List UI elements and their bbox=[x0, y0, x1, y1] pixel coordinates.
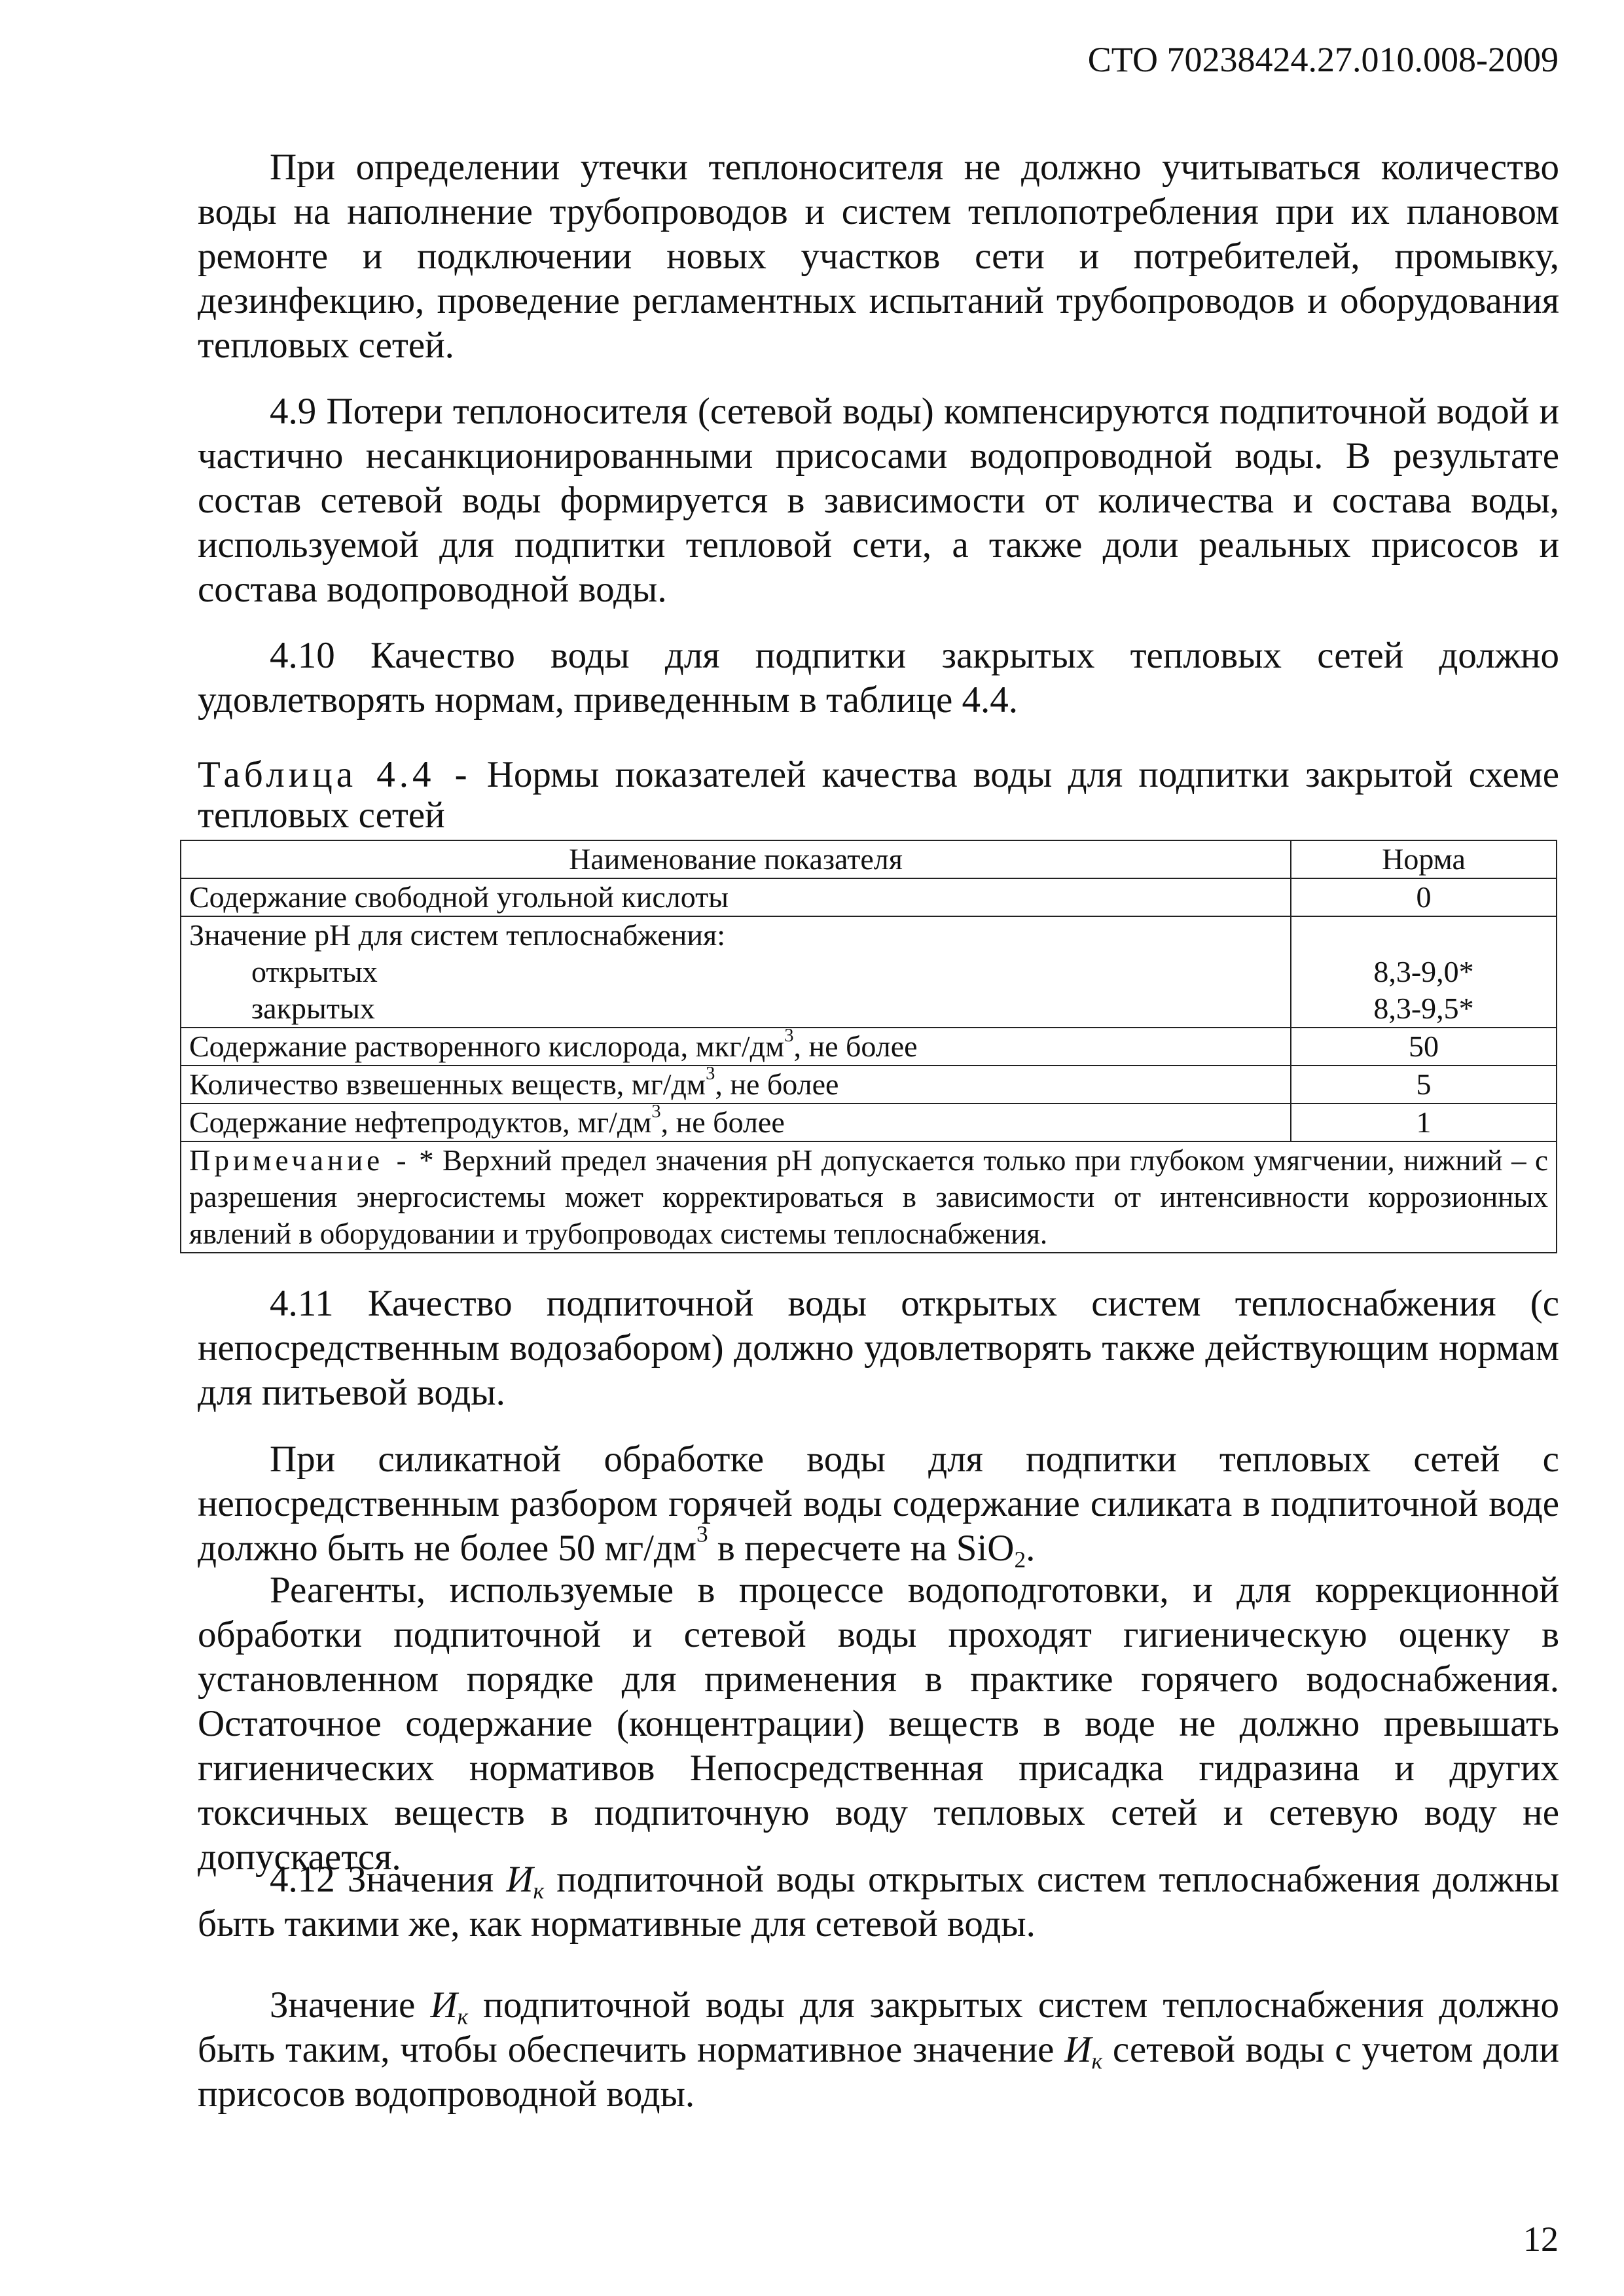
row-name-ph bbox=[181, 916, 1291, 1028]
paragraph-4-11: 4.11 Качество подпиточной воды открытых систем теплоснабжения (с непосредственным водозабором) должно удовлетворять также действующим нормам для питьевой воды. bbox=[198, 1283, 1559, 1413]
row-value: 0 bbox=[1291, 878, 1557, 916]
symbol-ik: И bbox=[506, 1859, 533, 1900]
row-name-text: Количество взвешенных веществ, мг/дм bbox=[189, 1067, 706, 1101]
row-name-suffix: , не более bbox=[793, 1030, 918, 1063]
row-value-open: 8,3-9,0* bbox=[1373, 955, 1474, 988]
row-name: Значение pH для систем теплоснабжения: bbox=[189, 918, 725, 952]
document-code-header: СТО 70238424.27.010.008-2009 bbox=[1087, 40, 1559, 79]
table-row bbox=[181, 1066, 1557, 1103]
superscript: 3 bbox=[696, 1521, 708, 1547]
note-text: * Верхний предел значения pH допускается только при глубоком умягчении, нижний – с разрешения энергосистемы может корректироваться в зависимости от интенсивности коррозионных явлений в оборудовании и трубопроводах системы теплоснабжения. bbox=[189, 1144, 1549, 1250]
row-value-ph bbox=[1291, 916, 1557, 1028]
silicate-text-end: . bbox=[1026, 1528, 1036, 1569]
silicate-text-2: в пересчете на SiO bbox=[708, 1528, 1015, 1569]
table-note bbox=[181, 1141, 1557, 1253]
row-value: 5 bbox=[1291, 1066, 1557, 1103]
text: подпиточной воды открытых систем теплоснабжения должны быть такими же, как нормативные для сетевой воды. bbox=[198, 1859, 1559, 1945]
column-header-name: Наименование показателя bbox=[181, 840, 1291, 878]
table-row bbox=[181, 1028, 1557, 1066]
row-subitem-closed: закрытых bbox=[251, 992, 375, 1025]
row-name-suffix: , не более bbox=[660, 1105, 785, 1139]
superscript: 3 bbox=[784, 1026, 794, 1047]
silicate-text: При силикатной обработке воды для подпитки тепловых сетей с непосредственным разбором горячей воды содержание силиката в подпиточной воде должно быть не более 50 мг/дм bbox=[198, 1439, 1559, 1569]
paragraph-4-10: 4.10 Качество воды для подпитки закрытых тепловых сетей должно удовлетворять нормам, приведенным в таблице 4.4. bbox=[198, 635, 1559, 721]
table-row bbox=[181, 878, 1557, 916]
paragraph-ik-closed bbox=[198, 1983, 1559, 2117]
table-header-row bbox=[181, 840, 1557, 878]
table-note-row bbox=[181, 1141, 1557, 1253]
subscript: к bbox=[457, 2003, 469, 2030]
row-name bbox=[181, 1103, 1291, 1141]
row-value: 1 bbox=[1291, 1103, 1557, 1141]
row-value: 50 bbox=[1291, 1028, 1557, 1066]
row-name-text: Содержание нефтепродуктов, мг/дм bbox=[189, 1105, 652, 1139]
table-caption-text: Нормы показателей качества воды для подпитки закрытой схеме тепловых сетей bbox=[198, 754, 1559, 836]
table-row bbox=[181, 1103, 1557, 1141]
text: Значение bbox=[270, 1984, 431, 2026]
note-label: Примечание - bbox=[189, 1144, 410, 1177]
subscript: 2 bbox=[1014, 1547, 1026, 1573]
paragraph-4-12 bbox=[198, 1857, 1559, 1946]
row-name-text: Содержание растворенного кислорода, мкг/дм bbox=[189, 1030, 785, 1063]
text: подпиточной воды для закрытых систем теплоснабжения должно быть таким, чтобы обеспечить нормативное значение bbox=[198, 1984, 1559, 2070]
symbol-ik: И bbox=[430, 1984, 458, 2026]
paragraph-reagents: Реагенты, используемые в процессе водоподготовки, и для коррекционной обработки подпиточной и сетевой воды проходят гигиеническую оценку в установленном порядке для применения в практике горячего водоснабжения. Остаточное содержание (концентрации) веществ в воде не должно превышать гигиенических нормативов Непосредственная присадка гидразина и других токсичных веществ в подпиточную воду тепловых сетей и сетевую воду не допускается. bbox=[198, 1570, 1559, 1878]
row-name bbox=[181, 1066, 1291, 1103]
text: 4.12 Значения bbox=[270, 1859, 507, 1900]
subscript: к bbox=[1091, 2048, 1102, 2074]
row-name-suffix: , не более bbox=[715, 1067, 839, 1101]
superscript: 3 bbox=[706, 1064, 715, 1085]
water-quality-norms-table bbox=[180, 840, 1557, 1253]
column-header-norm: Норма bbox=[1291, 840, 1557, 878]
symbol-ik: И bbox=[1064, 2029, 1092, 2070]
table-caption-label: Таблица 4.4 - bbox=[198, 754, 471, 795]
text: сетевой воды с учетом доли присосов водопроводной воды. bbox=[198, 2029, 1559, 2115]
paragraph-silicate bbox=[198, 1437, 1559, 1571]
subscript: к bbox=[533, 1878, 545, 1904]
row-name: Содержание свободной угольной кислоты bbox=[181, 878, 1291, 916]
paragraph-4-9: 4.9 Потери теплоносителя (сетевой воды) компенсируются подпиточной водой и частично несанкционированными присосами водопроводной воды. В результате состав сетевой воды формируется в зависимости от количества и состава воды, используемой для подпитки тепловой сети, а также доли реальных присосов и состава водопроводной воды. bbox=[198, 391, 1559, 610]
row-name bbox=[181, 1028, 1291, 1066]
page-number: 12 bbox=[1523, 2219, 1559, 2259]
row-subitem-open: открытых bbox=[251, 955, 378, 988]
superscript: 3 bbox=[651, 1102, 661, 1122]
paragraph-leak-accounting: При определении утечки теплоносителя не должно учитываться количество воды на наполнение трубопроводов и систем теплопотребления при их плановом ремонте и подключении новых участков сети и потребителей, промывку, дезинфекцию, проведение регламентных испытаний трубопроводов и оборудования тепловых сетей. bbox=[198, 147, 1559, 366]
table-row bbox=[181, 916, 1557, 1028]
table-caption bbox=[198, 755, 1559, 836]
row-value-closed: 8,3-9,5* bbox=[1373, 992, 1474, 1025]
